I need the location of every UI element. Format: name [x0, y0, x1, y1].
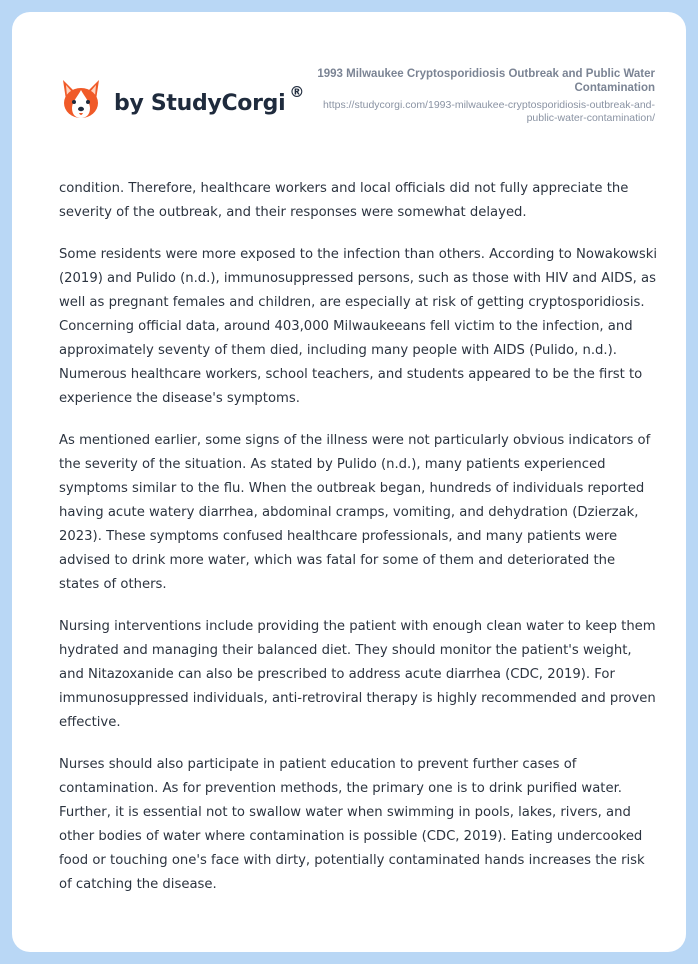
paragraph: As mentioned earlier, some signs of the illness were not particularly obvious indicators of the severity of the situation. As stated by Pulido (n.d.), many patients experienced symptoms similar to the flu. When the outbreak began, hundreds of individuals reported having acute watery diarrhea, abdominal cramps, vomiting, and dehydration (Dzierzak, 2023). These symptoms confused healthcare professionals, and many patients were advised to drink more water, which was fatal for some of them and deteriorated the states of others. — [59, 433, 651, 592]
brand-name: by StudyCorgi — [114, 90, 286, 116]
paragraph: Nursing interventions include providing the patient with enough clean water to keep them hydrated and managing their balanced diet. They should monitor the patient's weight, and Nitazoxanide can also be prescribed to address acute diarrhea (CDC, 2019). For immunosuppressed individuals, anti-retroviral therapy is highly recommended and proven effective. — [59, 619, 656, 730]
paragraph: Some residents were more exposed to the infection than others. According to Nowakowski (2019) and Pulido (n.d.), immunosuppressed persons, such as those with HIV and AIDS, as well as pregnant females and children, are especially at risk of getting cryptosporidiosis. Concerning official data, around 403,000 Milwaukeeans fell victim to the infection, and approximately seventy of them died, including many people with AIDS (Pulido, n.d.). Numerous healthcare workers, school teachers, and students appeared to be the first to experience the disease's symptoms. — [59, 247, 658, 406]
registered-mark: ® — [289, 83, 305, 101]
corgi-icon — [60, 76, 102, 122]
paragraph: condition. Therefore, healthcare workers and local officials did not fully appreciate the severity of the outbreak, and their responses were somewhat delayed. — [59, 181, 629, 220]
document-header — [295, 67, 655, 125]
studycorgi-logo[interactable] — [60, 76, 304, 122]
document-body — [59, 177, 659, 915]
paragraph: Nurses should also participate in patient education to prevent further cases of contamination. As for prevention methods, the primary one is to drink purified water. Further, it is essential not to swallow water when swimming in pools, lakes, rivers, and other bodies of water where contamination is possible (CDC, 2019). Eating undercooked food or touching one's face with dirty, potentially contaminated hands increases the risk of catching the disease. — [59, 757, 645, 892]
document-title: 1993 Milwaukee Cryptosporidiosis Outbreak and Public Water Contamination — [317, 68, 655, 94]
document-page — [12, 12, 686, 952]
document-url[interactable]: https://studycorgi.com/1993-milwaukee-cryptosporidiosis-outbreak-and-public-water-contamination/ — [322, 99, 655, 124]
